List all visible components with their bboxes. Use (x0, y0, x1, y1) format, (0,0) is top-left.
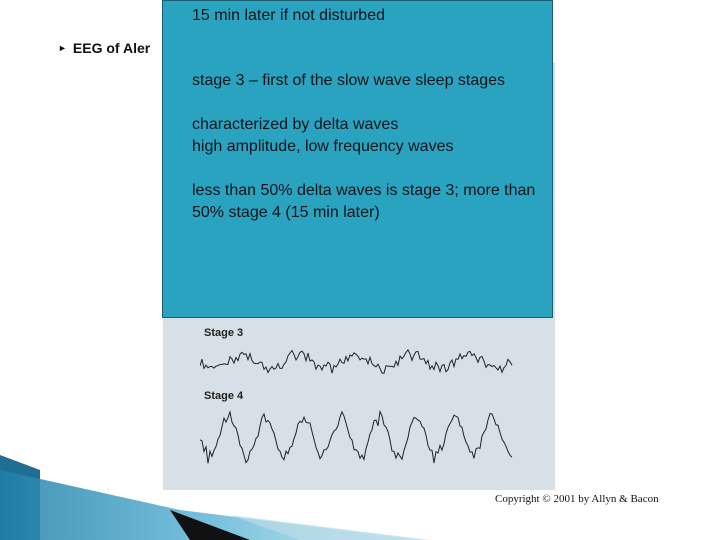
slide-heading (58, 40, 150, 56)
note-delta-waves: characterized by delta waves (192, 116, 399, 133)
stage-4-label: Stage 4 (204, 390, 244, 402)
notes-overlay-box (162, 0, 553, 318)
note-stage-4: less than 50% delta waves is stage 3; more than 50% stage 4 (15 min later) (192, 182, 536, 221)
note-amplitude: high amplitude, low frequency waves (192, 138, 454, 155)
stage-4-waveform (200, 404, 520, 470)
stage-3-label: Stage 3 (204, 327, 244, 339)
note-stage-3: stage 3 – first of the slow wave sleep stages (192, 72, 506, 89)
triangle-right-icon: ► (58, 43, 67, 53)
note-line-1: 15 min later if not disturbed (192, 7, 385, 24)
copyright-text: Copyright © 2001 by Allyn & Bacon (495, 493, 659, 505)
slide-heading-text: EEG of Aler (72, 40, 151, 56)
stage-3-waveform (200, 338, 520, 388)
